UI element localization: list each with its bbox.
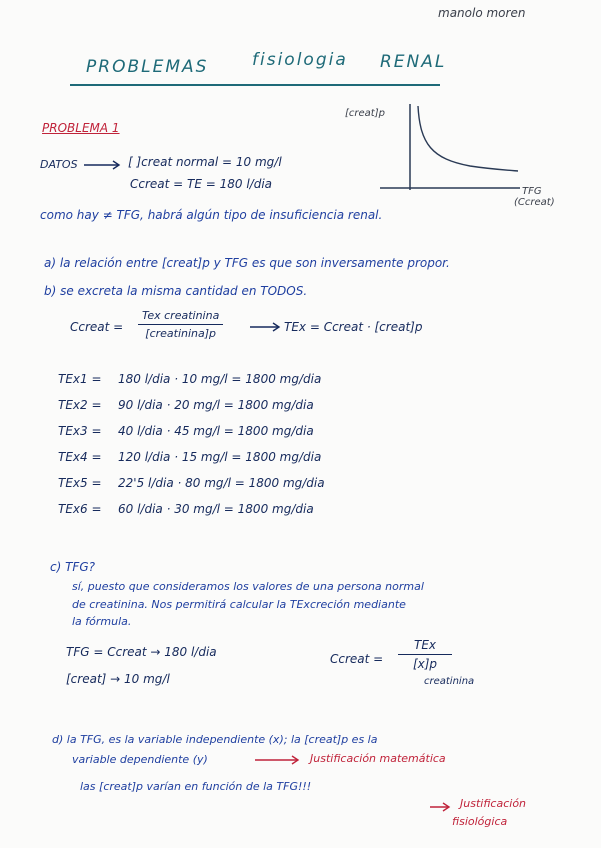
arrow-right-icon [430, 802, 454, 812]
tex-row-2-expr: 90 l/dia · 20 mg/l = 1800 mg/dia [118, 398, 314, 412]
signature: manolo moren [438, 6, 526, 20]
tex-row-4-expr: 120 l/dia · 15 mg/l = 1800 mg/dia [118, 450, 322, 464]
title-word-problemas: PROBLEMAS [86, 57, 209, 77]
arrow-right-icon [250, 322, 284, 332]
part-c-line-1: sí, puesto que consideramos los valores de una persona normal [72, 580, 424, 593]
problem-heading: PROBLEMA 1 [42, 121, 120, 135]
arrow-right-icon [84, 160, 124, 170]
formula-b-numerator: Tex creatinina [138, 309, 223, 325]
datos-label: DATOS [40, 158, 78, 171]
justification-math: Justificación matemática [310, 752, 446, 765]
part-c-line-2: de creatinina. Nos permitirá calcular la TExcreción mediante [72, 598, 406, 611]
part-a-text: a) la relación entre [creat]p y TFG es que son inversamente propor. [44, 256, 450, 270]
formula-c-lhs: Ccreat = [330, 652, 384, 666]
part-c-heading: c) TFG? [50, 560, 95, 574]
conclusion-text: como hay ≠ TFG, habrá algún tipo de insuficiencia renal. [40, 208, 383, 222]
formula-c-numerator: TEx [398, 638, 452, 655]
part-c-creat: [creat] → 10 mg/l [66, 672, 170, 686]
tex-row-1-expr: 180 l/dia · 10 mg/l = 1800 mg/dia [118, 372, 322, 386]
tex-row-3-label: TEx3 = [58, 424, 102, 438]
part-d-line-3: las [creat]p varían en función de la TFG!!! [80, 780, 312, 793]
title-word-fisiologia: fisiologia [252, 50, 348, 70]
part-c-line-3: la fórmula. [72, 615, 132, 628]
graph-y-label: [creat]p [345, 108, 385, 119]
formula-b-fraction [138, 309, 223, 340]
tex-row-4-label: TEx4 = [58, 450, 102, 464]
formula-c-fraction [398, 638, 452, 671]
tex-row-6-expr: 60 l/dia · 30 mg/l = 1800 mg/dia [118, 502, 314, 516]
arrow-right-icon [255, 755, 305, 765]
part-d-line-2: variable dependiente (y) [72, 753, 208, 766]
tex-row-6-label: TEx6 = [58, 502, 102, 516]
tex-row-3-expr: 40 l/dia · 45 mg/l = 1800 mg/dia [118, 424, 314, 438]
dato-ccreat: Ccreat = TE = 180 l/dia [130, 177, 273, 191]
part-d-line-1: d) la TFG, es la variable independiente (x); la [creat]p es la [52, 733, 378, 746]
formula-b-lhs: Ccreat = [70, 320, 124, 334]
formula-c-note: creatinina [424, 676, 475, 687]
dato-creat-normal: [ ]creat normal = 10 mg/l [128, 155, 282, 169]
part-b-text: b) se excreta la misma cantidad en TODOS. [44, 284, 308, 298]
tex-row-5-expr: 22'5 l/dia · 80 mg/l = 1800 mg/dia [118, 476, 325, 490]
title-word-renal: RENAL [380, 52, 447, 72]
formula-b-denominator: [creatinina]p [145, 327, 217, 340]
formula-c-denominator: [x]p [412, 657, 438, 671]
graph-x-sublabel: (Ccreat) [514, 197, 555, 208]
inverse-curve-graph [380, 104, 530, 194]
justification-physio-1: Justificación [460, 797, 527, 810]
tex-row-2-label: TEx2 = [58, 398, 102, 412]
title-underline [70, 84, 440, 86]
graph-x-label: TFG [522, 186, 542, 197]
tex-row-5-label: TEx5 = [58, 476, 102, 490]
part-c-tfg: TFG = Ccreat → 180 l/dia [66, 645, 217, 659]
formula-b-rhs: TEx = Ccreat · [creat]p [284, 320, 423, 334]
tex-row-1-label: TEx1 = [58, 372, 102, 386]
justification-physio-2: fisiológica [452, 815, 508, 828]
